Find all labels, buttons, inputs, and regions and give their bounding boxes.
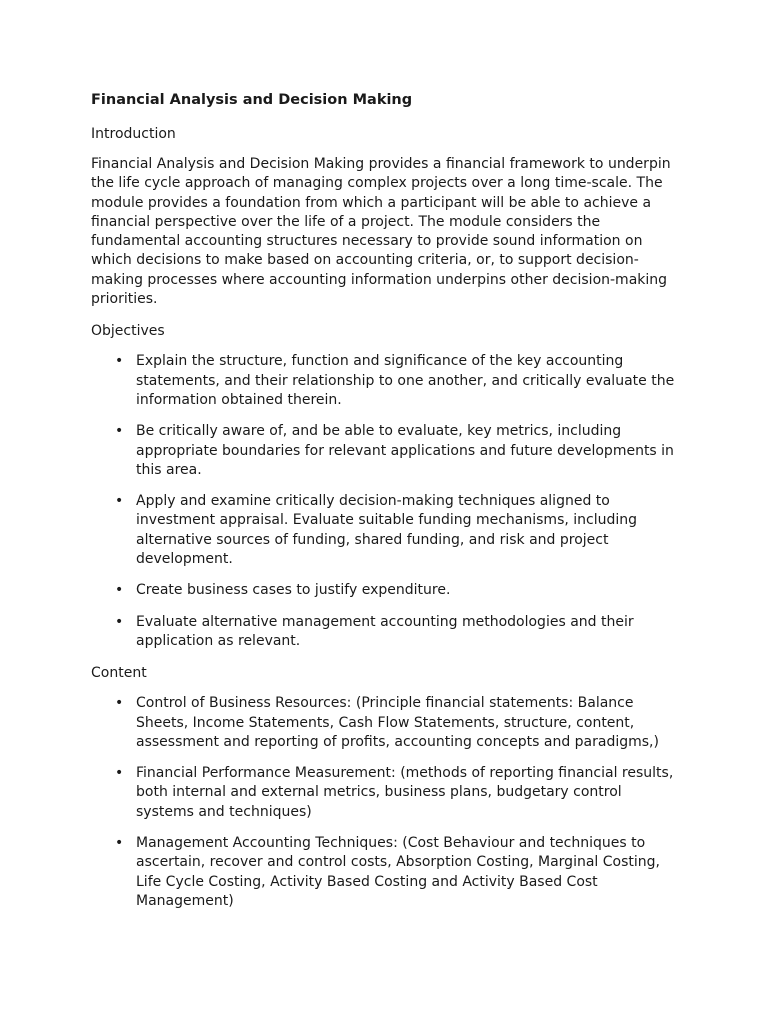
objectives-heading: Objectives: [91, 323, 165, 340]
introduction-paragraph: Financial Analysis and Decision Making provides a financial framework to underpin the life cycle approach of managing complex projects over a long time-scale. The module provides a foundation from which a participant will be able to achieve a financial perspective over the life of a project. The module considers the fundamental accounting structures necessary to provide sound information on which decisions to make based on accounting criteria, or, to support decision-making processes where accounting information underpins other decision-making priorities.: [91, 156, 671, 308]
objective-item: [91, 422, 683, 480]
bullet-icon: •: [115, 613, 124, 630]
objective-text: Be critically aware of, and be able to evaluate, key metrics, including appropriate boundaries for relevant applications and future developments in this area.: [136, 423, 674, 478]
content-text: Control of Business Resources: (Principle financial statements: Balance Sheets, Income Statements, Cash Flow Statements, structure, content, assessment and reporting of profits, accounting concepts and paradigms,): [136, 695, 659, 750]
content-text: Financial Performance Measurement: (methods of reporting financial results, both internal and external metrics, business plans, budgetary control systems and techniques): [136, 765, 674, 820]
objective-text: Apply and examine critically decision-making techniques aligned to investment appraisal. Evaluate suitable funding mechanisms, including alternative sources of funding, shared funding, and risk and project development.: [136, 493, 638, 568]
bullet-icon: •: [115, 423, 124, 440]
objective-item: [91, 352, 683, 410]
bullet-icon: •: [115, 353, 124, 370]
document-title: Financial Analysis and Decision Making: [91, 92, 413, 108]
objective-text: Evaluate alternative management accounting methodologies and their application as relevant.: [136, 613, 634, 649]
bullet-icon: •: [115, 695, 124, 712]
bullet-icon: •: [115, 582, 124, 599]
objective-item: [91, 613, 683, 652]
introduction-heading: Introduction: [91, 126, 176, 142]
objectives-list: [91, 352, 683, 651]
bullet-icon: •: [115, 765, 124, 782]
content-heading: Content: [91, 665, 147, 682]
content-item: [91, 834, 683, 911]
objective-item: [91, 581, 683, 600]
objective-item: [91, 492, 683, 569]
content-item: [91, 694, 683, 752]
content-list: [91, 694, 683, 911]
bullet-icon: •: [115, 835, 124, 852]
bullet-icon: •: [115, 493, 124, 510]
content-item: [91, 764, 683, 822]
content-text: Management Accounting Techniques: (Cost Behaviour and techniques to ascertain, recover and control costs, Absorption Costing, Marginal Costing, Life Cycle Costing, Activity Based Costing and Activity Based Cost Management): [136, 835, 660, 909]
objective-text: Create business cases to justify expenditure.: [136, 582, 451, 599]
objective-text: Explain the structure, function and significance of the key accounting statements, and their relationship to one another, and critically evaluate the information obtained therein.: [136, 353, 675, 408]
